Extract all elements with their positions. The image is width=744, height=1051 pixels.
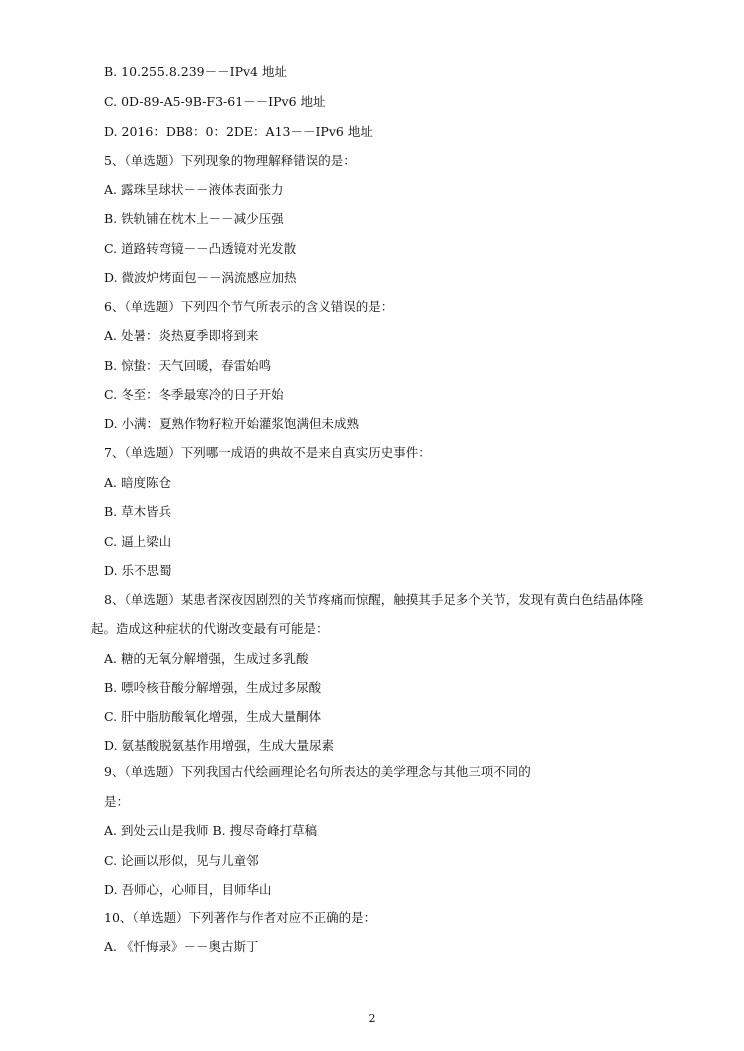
option-8d: D. 氨基酸脱氨基作用增强，生成大量尿素	[104, 738, 335, 753]
option-10a: A. 《忏悔录》－－奥古斯丁	[104, 939, 259, 954]
option-8a: A. 糖的无氧分解增强，生成过多乳酸	[104, 651, 309, 666]
option-5d: D. 微波炉烤面包－－涡流感应加热	[104, 270, 297, 285]
option-4c: C. 0D-89-A5-9B-F3-61－－IPv6 地址	[104, 94, 326, 109]
option-9c: C. 论画以形似，见与儿童邻	[104, 853, 259, 868]
question-9: 9、（单选题）下列我国古代绘画理论名句所表达的美学理念与其他三项不同的	[104, 764, 531, 779]
page-number: 2	[368, 1012, 376, 1025]
option-6a: A. 处暑：炎热夏季即将到来	[104, 328, 259, 343]
question-8-continued: 起。造成这种症状的代谢改变最有可能是：	[91, 621, 329, 636]
option-8b: B. 嘌呤核苷酸分解增强，生成过多尿酸	[104, 680, 322, 695]
question-9-continued: 是：	[104, 794, 130, 809]
option-5c: C. 道路转弯镜－－凸透镜对光发散	[104, 241, 297, 256]
option-5a: A. 露珠呈球状－－液体表面张力	[104, 182, 284, 197]
option-6b: B. 惊蛰：天气回暖，春雷始鸣	[104, 358, 272, 373]
option-7c: C. 逼上梁山	[104, 534, 172, 549]
question-7: 7、（单选题）下列哪一成语的典故不是来自真实历史事件：	[104, 445, 431, 460]
option-5b: B. 铁轨铺在枕木上－－减少压强	[104, 211, 284, 226]
option-9ab: A. 到处云山是我师 B. 搜尽奇峰打草稿	[104, 823, 318, 838]
option-6c: C. 冬至：冬季最寒冷的日子开始	[104, 387, 284, 402]
option-7d: D. 乐不思蜀	[104, 563, 172, 578]
option-4b: B. 10.255.8.239－－IPv4 地址	[104, 64, 287, 79]
option-8c: C. 肝中脂肪酸氧化增强，生成大量酮体	[104, 709, 322, 724]
question-5: 5、（单选题）下列现象的物理解释错误的是：	[104, 153, 356, 168]
question-8: 8、（单选题）某患者深夜因剧烈的关节疼痛而惊醒，触摸其手足多个关节，发现有黄白色结晶体隆	[104, 592, 644, 607]
question-6: 6、（单选题）下列四个节气所表示的含义错误的是：	[104, 299, 394, 314]
option-9d: D. 吾师心，心师目，目师华山	[104, 882, 272, 897]
option-4d: D. 2016：DB8：0：2DE：A13－－IPv6 地址	[104, 124, 373, 139]
question-10: 10、（单选题）下列著作与作者对应不正确的是：	[104, 910, 377, 925]
option-7b: B. 草木皆兵	[104, 504, 172, 519]
option-7a: A. 暗度陈仓	[104, 475, 171, 490]
option-6d: D. 小满：夏熟作物籽粒开始灌浆饱满但未成熟	[104, 416, 360, 431]
